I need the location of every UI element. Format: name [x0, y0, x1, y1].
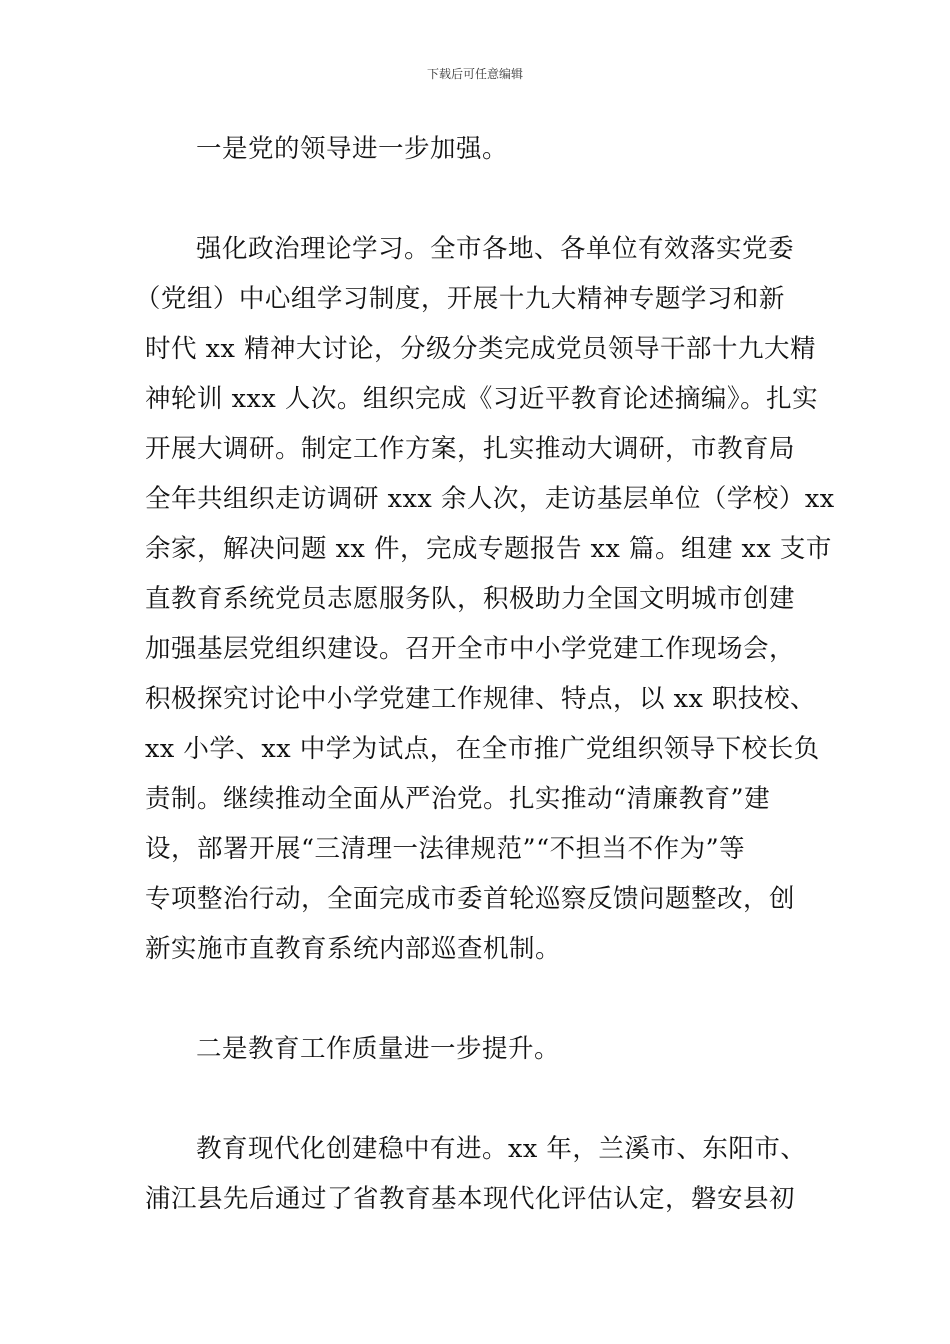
text-line: 强化政治理论学习。全市各地、各单位有效落实党委: [196, 234, 795, 264]
section-heading-2: [145, 1024, 830, 1074]
text-line: 余家，解决问题 xx 件，完成专题报告 xx 篇。组建 xx 支市: [145, 534, 832, 564]
text-line: （党组）中心组学习制度，开展十九大精神专题学习和新: [134, 284, 785, 314]
text-line: 责制。继续推动全面从严治党。扎实推动“清廉教育”建: [145, 784, 771, 814]
text-line: 专项整治行动，全面完成市委首轮巡察反馈问题整改，创: [145, 884, 796, 914]
text-line: 新实施市直教育系统内部巡查机制。: [145, 934, 562, 964]
text-line: 设，部署开展“三清理一法律规范”“不担当不作为”等: [145, 834, 746, 864]
text-line: 时代 xx 精神大讨论，分级分类完成党员领导干部十九大精: [145, 334, 816, 364]
text-line: 神轮训 xxx 人次。组织完成《习近平教育论述摘编》。扎实: [145, 384, 819, 414]
page-header: 下载后可任意编辑: [426, 67, 523, 81]
text-line: 积极探究讨论中小学党建工作规律、特点，以 xx 职技校、: [145, 684, 816, 714]
section-heading-1: [145, 124, 830, 174]
text-line: 教育现代化创建稳中有进。xx 年，兰溪市、东阳市、: [196, 1134, 807, 1164]
paragraph-2: [145, 1124, 830, 1224]
text-line: 浦江县先后通过了省教育基本现代化评估认定，磐安县初: [145, 1184, 796, 1214]
document-body: [134, 124, 835, 1274]
text-line: 一是党的领导进一步加强。: [196, 134, 509, 164]
text-line: 全年共组织走访调研 xxx 余人次，走访基层单位（学校）xx: [145, 484, 835, 514]
text-line: 二是教育工作质量进一步提升。: [196, 1034, 561, 1064]
text-line: xx 小学、xx 中学为试点，在全市推广党组织领导下校长负: [145, 734, 820, 764]
text-line: 开展大调研。制定工作方案，扎实推动大调研，市教育局: [145, 434, 796, 464]
paragraph-1: [134, 224, 835, 974]
text-line: 直教育系统党员志愿服务队，积极助力全国文明城市创建: [145, 584, 796, 614]
text-line: 加强基层党组织建设。召开全市中小学党建工作现场会，: [145, 634, 796, 664]
